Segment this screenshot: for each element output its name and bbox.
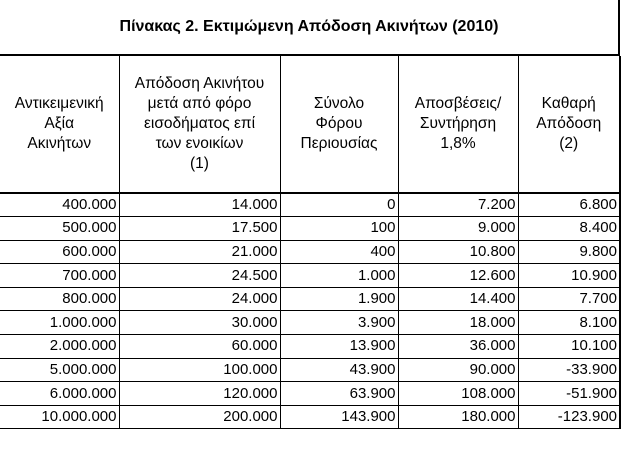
header-line: 1,8% [440,135,476,152]
cell-property-tax[interactable]: 63.900 [280,382,398,406]
cell-net-return[interactable]: 10.100 [518,335,620,359]
cell-depreciation[interactable]: 10.800 [398,240,518,264]
cell-property-tax[interactable]: 3.900 [280,311,398,335]
table-row [0,335,620,359]
table-body [0,193,620,429]
cell-objective-value[interactable]: 6.000.000 [0,382,119,406]
header-line: Αντικειμενική [14,95,104,112]
header-row [0,56,620,193]
header-line: Φόρου [315,115,363,132]
cell-property-tax[interactable]: 13.900 [280,335,398,359]
cell-objective-value[interactable]: 800.000 [0,287,119,311]
cell-depreciation[interactable]: 18.000 [398,311,518,335]
header-line: Ακινήτων [27,135,92,152]
cell-depreciation[interactable]: 7.200 [398,193,518,217]
header-line: Σύνολο [313,95,365,112]
header-line: εισοδήματος επί [143,115,256,132]
table-row [0,405,620,429]
header-line: των ενοικίων [155,135,244,152]
cell-net-return[interactable]: -33.900 [518,358,620,382]
cell-return-after-tax[interactable]: 200.000 [119,405,280,429]
cell-net-return[interactable]: 10.900 [518,264,620,288]
cell-return-after-tax[interactable]: 14.000 [119,193,280,217]
table-row [0,358,620,382]
header-line: μετά από φόρο [147,95,252,112]
header-line: Αξία [44,115,75,132]
cell-depreciation[interactable]: 36.000 [398,335,518,359]
cell-objective-value[interactable]: 10.000.000 [0,405,119,429]
cell-property-tax[interactable]: 100 [280,217,398,241]
header-line: Αποσβέσεις/ [414,95,502,112]
cell-return-after-tax[interactable]: 21.000 [119,240,280,264]
cell-net-return[interactable]: 9.800 [518,240,620,264]
header-property-tax [280,56,398,193]
header-line: Απόδοση Ακινήτου [134,75,265,92]
table-row [0,193,620,217]
cell-property-tax[interactable]: 1.900 [280,287,398,311]
header-line: Απόδοση [536,115,602,132]
cell-net-return[interactable]: 8.400 [518,217,620,241]
cell-depreciation[interactable]: 180.000 [398,405,518,429]
cell-net-return[interactable]: -123.900 [518,405,620,429]
cell-depreciation[interactable]: 108.000 [398,382,518,406]
cell-objective-value[interactable]: 400.000 [0,193,119,217]
cell-return-after-tax[interactable]: 24.500 [119,264,280,288]
header-net-return [518,56,620,193]
cell-net-return[interactable]: 8.100 [518,311,620,335]
cell-objective-value[interactable]: 600.000 [0,240,119,264]
cell-depreciation[interactable]: 12.600 [398,264,518,288]
cell-return-after-tax[interactable]: 120.000 [119,382,280,406]
cell-depreciation[interactable]: 9.000 [398,217,518,241]
cell-property-tax[interactable]: 143.900 [280,405,398,429]
table-row [0,240,620,264]
cell-return-after-tax[interactable]: 30.000 [119,311,280,335]
table-row [0,217,620,241]
table-row [0,287,620,311]
table-title: Πίνακας 2. Εκτιμώμενη Απόδοση Ακινήτων (2010) [0,0,620,56]
cell-property-tax[interactable]: 1.000 [280,264,398,288]
header-objective-value [0,56,119,193]
header-depreciation [398,56,518,193]
table-row [0,382,620,406]
header-line: (1) [190,155,209,172]
cell-depreciation[interactable]: 90.000 [398,358,518,382]
header-line: Συντήρηση [419,115,497,132]
yield-table [0,56,621,429]
cell-net-return[interactable]: -51.900 [518,382,620,406]
table-row [0,311,620,335]
cell-net-return[interactable]: 6.800 [518,193,620,217]
cell-objective-value[interactable]: 2.000.000 [0,335,119,359]
header-line: Περιουσίας [300,135,378,152]
cell-depreciation[interactable]: 14.400 [398,287,518,311]
cell-objective-value[interactable]: 5.000.000 [0,358,119,382]
table-row [0,264,620,288]
cell-objective-value[interactable]: 1.000.000 [0,311,119,335]
cell-net-return[interactable]: 7.700 [518,287,620,311]
header-line: (2) [559,135,579,152]
cell-objective-value[interactable]: 700.000 [0,264,119,288]
header-return-after-tax [119,56,280,193]
table-header [0,56,620,193]
cell-property-tax[interactable]: 0 [280,193,398,217]
cell-property-tax[interactable]: 400 [280,240,398,264]
cell-return-after-tax[interactable]: 17.500 [119,217,280,241]
header-line: Καθαρή [541,95,596,112]
cell-return-after-tax[interactable]: 24.000 [119,287,280,311]
cell-objective-value[interactable]: 500.000 [0,217,119,241]
cell-property-tax[interactable]: 43.900 [280,358,398,382]
cell-return-after-tax[interactable]: 100.000 [119,358,280,382]
cell-return-after-tax[interactable]: 60.000 [119,335,280,359]
